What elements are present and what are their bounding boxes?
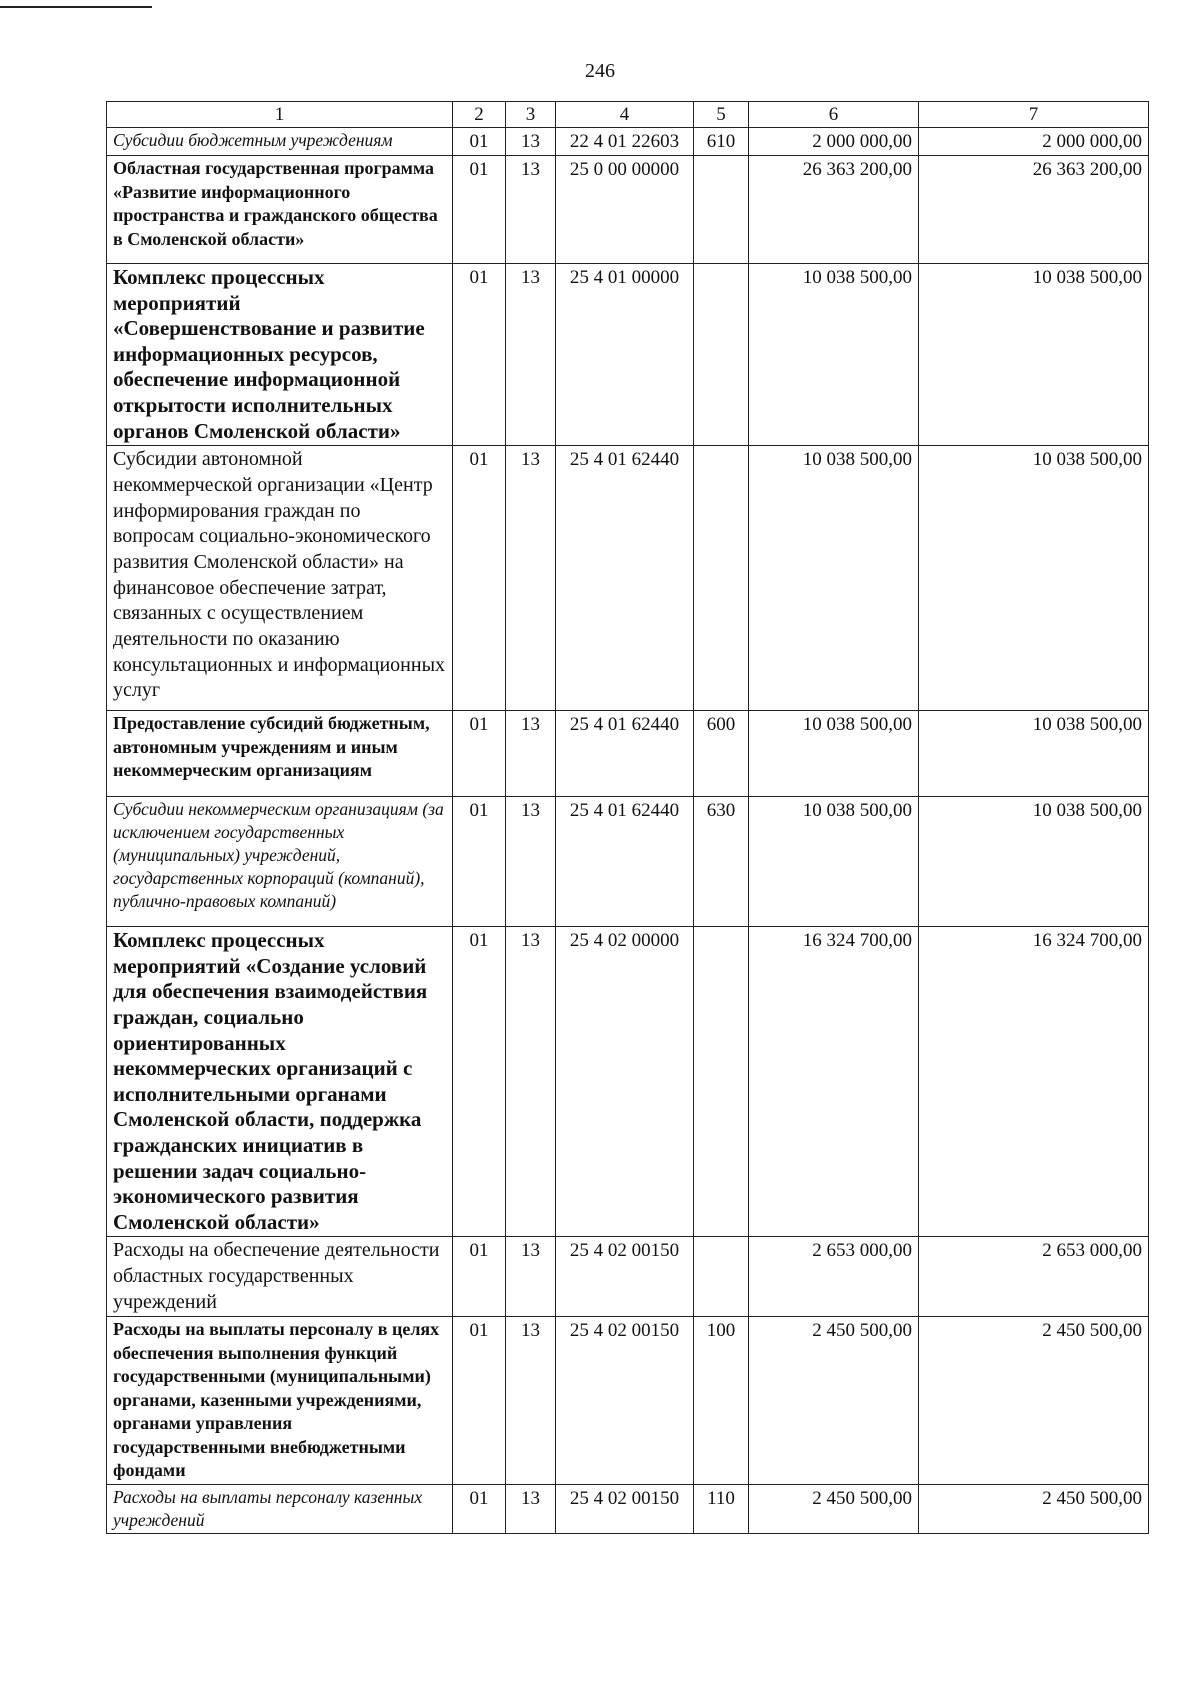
- row-subsection-cell: 13: [506, 1484, 556, 1533]
- row-target-code-cell: 25 4 01 62440: [556, 711, 694, 797]
- row-target-code-cell: 25 4 02 00150: [556, 1317, 694, 1485]
- table-row: [107, 264, 1149, 446]
- header-cell-4: 4: [556, 102, 694, 128]
- row-subsection-cell: 13: [506, 797, 556, 927]
- row-name-cell: Субсидии автономной некоммерческой организации «Центр информирования граждан по вопросам социально-экономического развития Смоленской области» на финансовое обеспечение затрат, связанных с осуществлением деятельности по оказанию консультационных и информационных услуг: [107, 446, 453, 711]
- row-target-code-cell: 22 4 01 22603: [556, 128, 694, 156]
- row-sum-first-cell: 2 653 000,00: [749, 1237, 919, 1317]
- row-subsection-cell: 13: [506, 927, 556, 1237]
- header-cell-1: 1: [107, 102, 453, 128]
- row-expense-type-cell: [694, 927, 749, 1237]
- row-subsection-cell: 13: [506, 446, 556, 711]
- header-cell-6: 6: [749, 102, 919, 128]
- row-name-cell: Расходы на обеспечение деятельности областных государственных учреждений: [107, 1237, 453, 1317]
- row-sum-first-cell: 26 363 200,00: [749, 156, 919, 264]
- row-expense-type-cell: [694, 156, 749, 264]
- row-target-code-cell: 25 4 01 00000: [556, 264, 694, 446]
- row-expense-type-cell: 100: [694, 1317, 749, 1485]
- row-subsection-cell: 13: [506, 1317, 556, 1485]
- row-sum-first-cell: 2 450 500,00: [749, 1484, 919, 1533]
- row-subsection-cell: 13: [506, 128, 556, 156]
- row-name-cell: Областная государственная программа «Развитие информационного пространства и гражданского общества в Смоленской области»: [107, 156, 453, 264]
- row-section-cell: 01: [453, 264, 506, 446]
- scan-edge-mark: [0, 6, 152, 8]
- table-header-row: [107, 102, 1149, 128]
- table-row: [107, 156, 1149, 264]
- header-cell-2: 2: [453, 102, 506, 128]
- table-row: [107, 711, 1149, 797]
- row-sum-second-cell: 2 450 500,00: [919, 1317, 1149, 1485]
- row-sum-first-cell: 2 000 000,00: [749, 128, 919, 156]
- row-section-cell: 01: [453, 128, 506, 156]
- row-subsection-cell: 13: [506, 1237, 556, 1317]
- row-section-cell: 01: [453, 1317, 506, 1485]
- row-expense-type-cell: 630: [694, 797, 749, 927]
- row-name-cell: Комплекс процессных мероприятий «Совершенствование и развитие информационных ресурсов, обеспечение информационной открытости исполнительных органов Смоленской области»: [107, 264, 453, 446]
- row-section-cell: 01: [453, 1237, 506, 1317]
- header-cell-5: 5: [694, 102, 749, 128]
- row-expense-type-cell: [694, 1237, 749, 1317]
- row-sum-second-cell: 2 450 500,00: [919, 1484, 1149, 1533]
- table-row: [107, 446, 1149, 711]
- row-name-cell: Субсидии бюджетным учреждениям: [107, 128, 453, 156]
- table-row: [107, 1317, 1149, 1485]
- row-section-cell: 01: [453, 446, 506, 711]
- row-sum-first-cell: 10 038 500,00: [749, 711, 919, 797]
- row-sum-first-cell: 2 450 500,00: [749, 1317, 919, 1485]
- row-sum-second-cell: 2 653 000,00: [919, 1237, 1149, 1317]
- table-row: [107, 1237, 1149, 1317]
- table-row: [107, 927, 1149, 1237]
- row-expense-type-cell: 610: [694, 128, 749, 156]
- table-row: [107, 128, 1149, 156]
- row-name-cell: Комплекс процессных мероприятий «Создание условий для обеспечения взаимодействия граждан, социально ориентированных некоммерческих организаций с исполнительными органами Смоленской области, поддержка гражданских инициатив в решении задач социально-экономического развития Смоленской области»: [107, 927, 453, 1237]
- row-target-code-cell: 25 4 02 00150: [556, 1237, 694, 1317]
- row-section-cell: 01: [453, 1484, 506, 1533]
- row-target-code-cell: 25 0 00 00000: [556, 156, 694, 264]
- row-expense-type-cell: [694, 264, 749, 446]
- row-subsection-cell: 13: [506, 264, 556, 446]
- header-cell-3: 3: [506, 102, 556, 128]
- row-subsection-cell: 13: [506, 156, 556, 264]
- row-expense-type-cell: [694, 446, 749, 711]
- header-cell-7: 7: [919, 102, 1149, 128]
- row-sum-second-cell: 2 000 000,00: [919, 128, 1149, 156]
- row-name-cell: Предоставление субсидий бюджетным, автономным учреждениям и иным некоммерческим организациям: [107, 711, 453, 797]
- row-sum-second-cell: 16 324 700,00: [919, 927, 1149, 1237]
- row-sum-second-cell: 10 038 500,00: [919, 264, 1149, 446]
- row-subsection-cell: 13: [506, 711, 556, 797]
- row-section-cell: 01: [453, 711, 506, 797]
- row-sum-first-cell: 10 038 500,00: [749, 264, 919, 446]
- budget-table: [106, 101, 1149, 1534]
- row-target-code-cell: 25 4 02 00150: [556, 1484, 694, 1533]
- row-name-cell: Субсидии некоммерческим организациям (за исключением государственных (муниципальных) учреждений, государственных корпораций (компаний), публично-правовых компаний): [107, 797, 453, 927]
- row-target-code-cell: 25 4 01 62440: [556, 797, 694, 927]
- row-name-cell: Расходы на выплаты персоналу в целях обеспечения выполнения функций государственными (муниципальными) органами, казенными учреждениями, органами управления государственными внебюджетными фондами: [107, 1317, 453, 1485]
- row-sum-second-cell: 10 038 500,00: [919, 446, 1149, 711]
- row-expense-type-cell: 110: [694, 1484, 749, 1533]
- table-row: [107, 797, 1149, 927]
- page-number: 246: [585, 60, 615, 82]
- row-target-code-cell: 25 4 02 00000: [556, 927, 694, 1237]
- row-sum-second-cell: 26 363 200,00: [919, 156, 1149, 264]
- table-row: [107, 1484, 1149, 1533]
- row-sum-first-cell: 16 324 700,00: [749, 927, 919, 1237]
- row-target-code-cell: 25 4 01 62440: [556, 446, 694, 711]
- row-sum-first-cell: 10 038 500,00: [749, 446, 919, 711]
- row-sum-second-cell: 10 038 500,00: [919, 797, 1149, 927]
- row-sum-second-cell: 10 038 500,00: [919, 711, 1149, 797]
- row-section-cell: 01: [453, 927, 506, 1237]
- row-section-cell: 01: [453, 797, 506, 927]
- row-name-cell: Расходы на выплаты персоналу казенных учреждений: [107, 1484, 453, 1533]
- row-expense-type-cell: 600: [694, 711, 749, 797]
- row-section-cell: 01: [453, 156, 506, 264]
- row-sum-first-cell: 10 038 500,00: [749, 797, 919, 927]
